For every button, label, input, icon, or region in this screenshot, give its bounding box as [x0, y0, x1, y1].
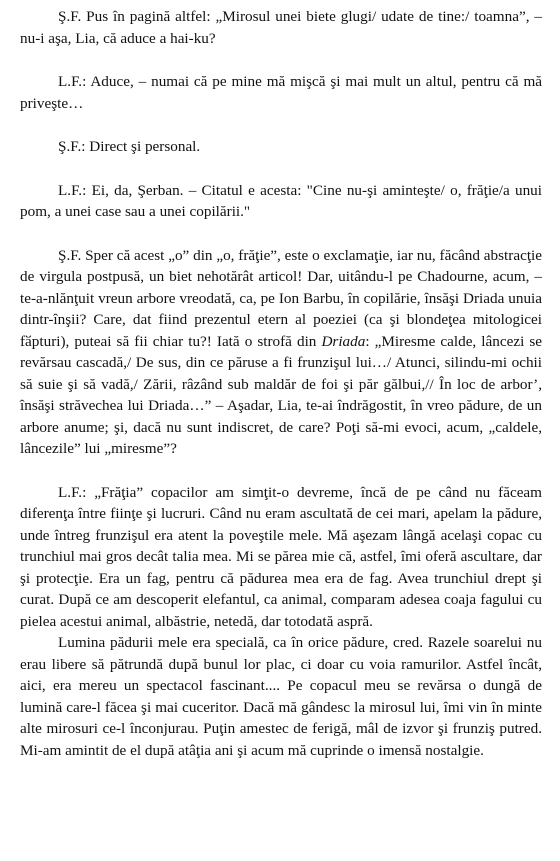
paragraph-gap — [20, 114, 542, 136]
paragraph-gap — [20, 49, 542, 71]
paragraph-5-text-after: : „Miresme calde, lâncezi se revărsau cascadă,/ De sus, din ce păruse a fi frunzişul lui…/ Atunci, silindu-mi ochii să suie şi să vadă,/ Zării, râzând sub maldăr de foi şi păr gălbui,// În loc de arbor’, însăşi străvechea lui Driada…” – Aşadar, Lia, te-ai îndrăgostit, în vreo pădure, de un arbore anume; şi, dacă nu sunt indiscret, de care? Poţi să-mi evoci, acum, „caldele, lâncezile” lui „miresme”? — [20, 332, 542, 457]
paragraph-2: L.F.: Aduce, – numai că pe mine mă mişcă şi mai mult un altul, pentru că mă priveşte… — [20, 73, 542, 112]
paragraph-6: L.F.: „Frăţia” copacilor am simţit-o devreme, încă de pe când nu făceam diferenţa între fiinţe şi lucruri. Când nu eram ascultată de cei mari, apelam la pădure, unde întreg frunzişul era atent la poveştile mele. Mă aşezam lângă acelaşi copac cu trunchiul mai gros decât talia mea. Mi se părea mie că, astfel, îmi oferă ascultare, dar şi protecţie. Era un fag, pentru că pădurea mea era de fag. Avea trunchiul drept şi curat. După ce am descoperit elefantul, ca animal, comparam adesea coaja fagului cu pielea acestui animal, albăstrie, netedă, dar totodată aspră. — [20, 483, 542, 630]
paragraph-5 — [20, 245, 542, 460]
paragraph-7: Lumina pădurii mele era specială, ca în orice pădure, cred. Razele soarelui nu erau libere să pătrundă după bunul lor plac, ci doar cu voia ramurilor. Astfel încât, aici, era mereu un spectacol fascinant.... Pe copacul meu se revărsa o dungă de lumină care-l făcea şi mai cuceritor. Dacă mă gândesc la mirosul lui, îmi vin în minte alte mirosuri ce-l înconjurau. Puţin amestec de ferigă, mâl de izvor şi frunziş putred. Mi-am amintit de el după atâţia ani şi acum mă cuprinde o imensă nostalgie. — [20, 634, 542, 759]
paragraph-5-text-before: Ş.F. Sper că acest „o” din „o, frăţie”, este o exclamaţie, iar nu, făcând abstracţie de virgula postpusă, un biet nehotărât articol! Dar, uitându-l pe Chadourne, acum, – te-a-nlănţuit vreun arbore vreodată, ca, pe Ion Barbu, în copilărie, însăşi Driada unuia dintr-înşii? Care, dat fiind prezentul etern al poeziei (ca şi blondeţea mitologicei fӑpturi), puteai să fii chiar tu?! Iată o strofă din — [20, 246, 542, 350]
paragraph-gap — [20, 158, 542, 180]
poem-title: Driada — [321, 332, 366, 350]
paragraph-1: Ş.F. Pus în pagină altfel: „Mirosul unei biete glugi/ udate de tine:/ toamna”, – nu-i aşa, Lia, că aduce a hai-ku? — [20, 8, 542, 47]
paragraph-gap — [20, 460, 542, 482]
paragraph-4: L.F.: Ei, da, Şerban. – Citatul e acesta: "Cine nu-şi aminteşte/ o, frăţie/a unui pom, a unei case sau a unei copilării." — [20, 181, 542, 220]
paragraph-gap — [20, 223, 542, 245]
paragraph-3: Ş.F.: Direct şi personal. — [58, 138, 201, 155]
